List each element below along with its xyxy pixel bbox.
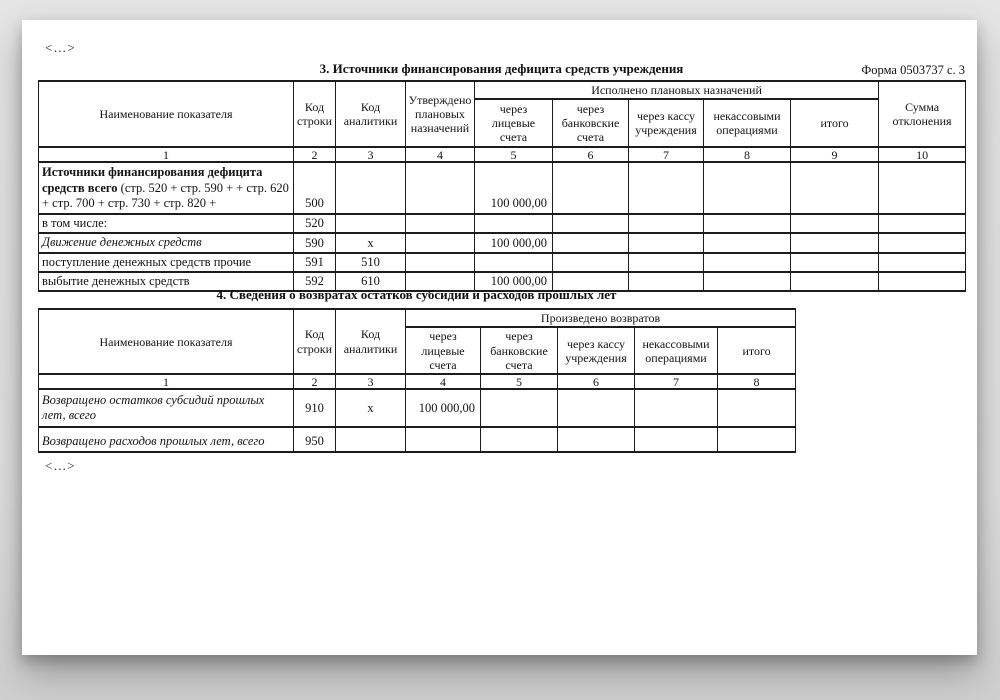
col-header-approved: Утверждено плановых назначений xyxy=(406,81,475,147)
cell-analytics-code: 510 xyxy=(336,253,406,272)
col-header-via-bank: через банковские счета xyxy=(553,99,629,147)
cell-deviation xyxy=(879,253,966,272)
cell-analytics-code xyxy=(336,427,406,452)
cell-via-personal: 100 000,00 xyxy=(406,389,481,427)
column-numbers-row xyxy=(39,147,966,162)
cell-via-personal: 100 000,00 xyxy=(475,272,553,291)
ellipsis-top: <…> xyxy=(45,40,76,55)
col-number: 2 xyxy=(294,147,336,162)
cell-via-cash xyxy=(629,214,704,233)
cell-row-code: 591 xyxy=(294,253,336,272)
cell-noncash xyxy=(704,233,791,252)
cell-analytics-code: х xyxy=(336,233,406,252)
col-header-noncash: некассовыми операциями xyxy=(635,327,718,374)
cell-noncash xyxy=(704,162,791,214)
cell-deviation xyxy=(879,272,966,291)
cell-noncash xyxy=(704,253,791,272)
ellipsis-bottom: <…> xyxy=(45,458,76,473)
col-number: 5 xyxy=(475,147,553,162)
col-header-name: Наименование показателя xyxy=(39,81,294,147)
col-header-analytics-code: Код аналитики xyxy=(336,309,406,374)
cell-analytics-code xyxy=(336,214,406,233)
cell-via-personal xyxy=(475,253,553,272)
col-number: 1 xyxy=(39,147,294,162)
form-page xyxy=(22,20,977,655)
cell-approved xyxy=(406,253,475,272)
cell-total xyxy=(718,427,796,452)
cell-analytics-code xyxy=(336,162,406,214)
cell-via-bank xyxy=(553,233,629,252)
table-row xyxy=(39,214,966,233)
cell-noncash xyxy=(635,427,718,452)
cell-indicator-name: Движение денежных средств xyxy=(39,233,294,252)
cell-via-cash xyxy=(629,233,704,252)
cell-indicator-name: Возвращено остатков субсидий прошлых лет, всего xyxy=(39,389,294,427)
subsidy-returns-table xyxy=(38,308,796,453)
cell-analytics-code: 610 xyxy=(336,272,406,291)
cell-indicator-name: Возвращено расходов прошлых лет, всего xyxy=(39,427,294,452)
col-header-deviation: Сумма отклонения xyxy=(879,81,966,147)
col-header-analytics-code: Код аналитики xyxy=(336,81,406,147)
table-row xyxy=(39,253,966,272)
col-number: 7 xyxy=(629,147,704,162)
col-number: 4 xyxy=(406,147,475,162)
cell-indicator-name: в том числе: xyxy=(39,214,294,233)
cell-indicator-name: выбытие денежных средств xyxy=(39,272,294,291)
col-number: 8 xyxy=(718,374,796,389)
col-header-via-cash: через кассу учреждения xyxy=(629,99,704,147)
cell-approved xyxy=(406,233,475,252)
col-number: 3 xyxy=(336,147,406,162)
cell-row-code: 590 xyxy=(294,233,336,252)
col-header-name: Наименование показателя xyxy=(39,309,294,374)
col-header-via-personal: через лицевые счета xyxy=(406,327,481,374)
cell-deviation xyxy=(879,233,966,252)
cell-indicator-name: Источники финансирования дефицита средств всего (стр. 520 + стр. 590 + + стр. 620 + стр. 700 + стр. 730 + стр. 820 + xyxy=(39,162,294,214)
cell-via-cash xyxy=(558,427,635,452)
cell-via-cash xyxy=(558,389,635,427)
col-header-row-code: Код строки xyxy=(294,309,336,374)
cell-via-personal xyxy=(475,214,553,233)
col-number: 5 xyxy=(481,374,558,389)
col-number: 6 xyxy=(553,147,629,162)
col-header-via-personal: через лицевые счета xyxy=(475,99,553,147)
col-number: 8 xyxy=(704,147,791,162)
cell-approved xyxy=(406,214,475,233)
cell-noncash xyxy=(635,389,718,427)
cell-via-personal xyxy=(406,427,481,452)
cell-total xyxy=(718,389,796,427)
col-number: 2 xyxy=(294,374,336,389)
cell-total xyxy=(791,253,879,272)
cell-row-code: 520 xyxy=(294,214,336,233)
sources-of-financing-table xyxy=(38,80,966,292)
col-header-total: итого xyxy=(718,327,796,374)
cell-deviation xyxy=(879,214,966,233)
cell-via-bank xyxy=(553,162,629,214)
cell-total xyxy=(791,214,879,233)
cell-via-cash xyxy=(629,253,704,272)
section3-title: 3. Источники финансирования дефицита средств учреждения xyxy=(319,61,684,76)
table-row xyxy=(39,389,796,427)
table-row xyxy=(39,233,966,252)
cell-total xyxy=(791,233,879,252)
col-number: 10 xyxy=(879,147,966,162)
col-number: 1 xyxy=(39,374,294,389)
col-number: 6 xyxy=(558,374,635,389)
cell-row-code: 500 xyxy=(294,162,336,214)
cell-indicator-name: поступление денежных средств прочие xyxy=(39,253,294,272)
cell-via-cash xyxy=(629,162,704,214)
cell-via-bank xyxy=(553,253,629,272)
col-header-via-bank: через банковские счета xyxy=(481,327,558,374)
table-row xyxy=(39,162,966,214)
col-number: 3 xyxy=(336,374,406,389)
cell-via-personal: 100 000,00 xyxy=(475,233,553,252)
cell-row-code: 592 xyxy=(294,272,336,291)
col-number: 4 xyxy=(406,374,481,389)
form-number: Форма 0503737 с. 3 xyxy=(861,63,965,77)
cell-noncash xyxy=(704,214,791,233)
cell-row-code: 910 xyxy=(294,389,336,427)
cell-analytics-code: х xyxy=(336,389,406,427)
cell-deviation xyxy=(879,162,966,214)
column-numbers-row xyxy=(39,374,796,389)
cell-approved xyxy=(406,162,475,214)
cell-total xyxy=(791,272,879,291)
col-number: 7 xyxy=(635,374,718,389)
cell-via-bank xyxy=(481,389,558,427)
col-group-executed: Исполнено плановых назначений xyxy=(475,81,879,99)
cell-via-bank xyxy=(553,214,629,233)
col-number: 9 xyxy=(791,147,879,162)
cell-via-personal: 100 000,00 xyxy=(475,162,553,214)
section4-title: 4. Сведения о возвратах остатков субсидий и расходов прошлых лет xyxy=(216,287,617,302)
col-header-row-code: Код строки xyxy=(294,81,336,147)
cell-total xyxy=(791,162,879,214)
col-header-noncash: некассовыми операциями xyxy=(704,99,791,147)
cell-via-bank xyxy=(481,427,558,452)
col-group-returns: Произведено возвратов xyxy=(406,309,796,327)
cell-row-code: 950 xyxy=(294,427,336,452)
col-header-total: итого xyxy=(791,99,879,147)
table-row xyxy=(39,427,796,452)
col-header-via-cash: через кассу учреждения xyxy=(558,327,635,374)
